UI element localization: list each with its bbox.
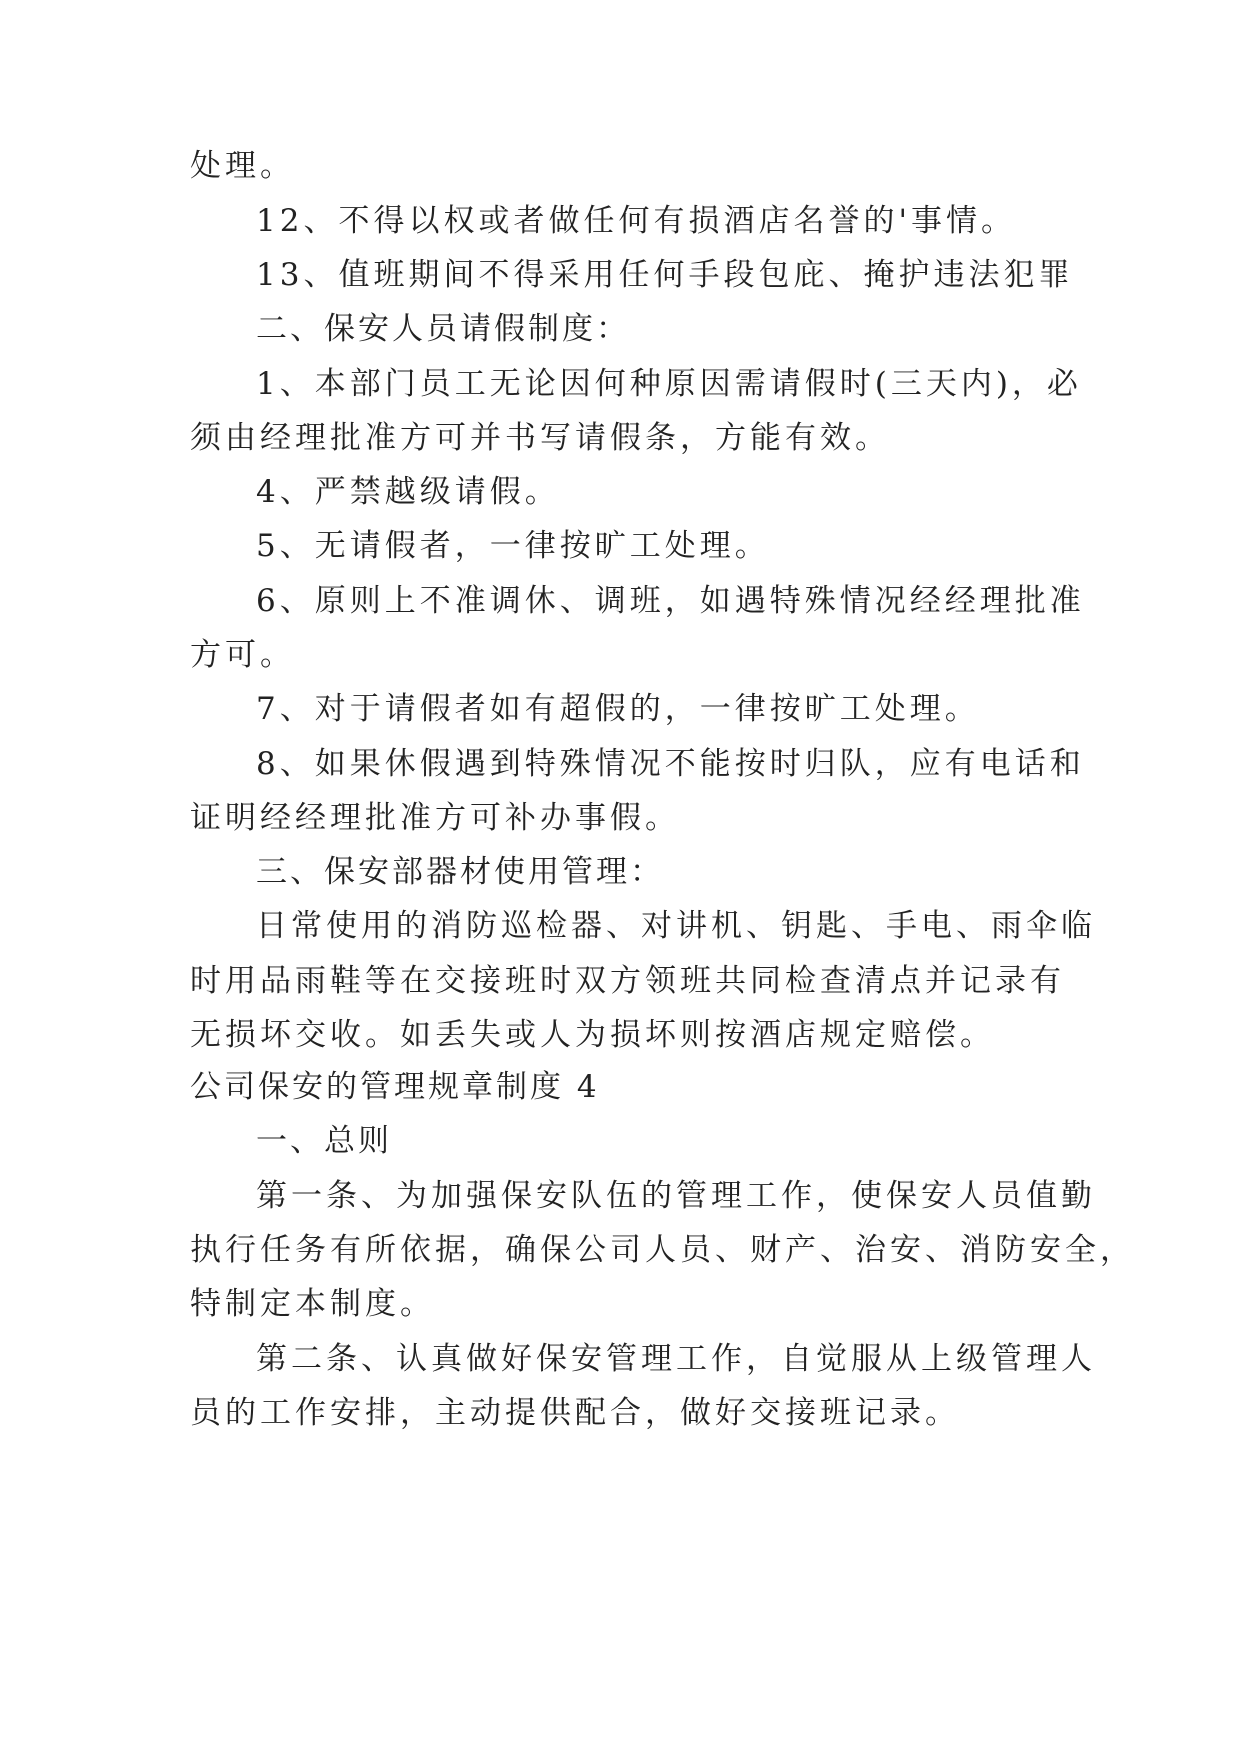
text-line: 8、如果休假遇到特殊情况不能按时归队，应有电话和	[256, 746, 1085, 782]
text-line: 时用品雨鞋等在交接班时双方领班共同检查清点并记录有	[190, 963, 1065, 999]
text-line: 6、原则上不准调休、调班，如遇特殊情况经经理批准	[256, 583, 1085, 619]
text-line: 1、本部门员工无论因何种原因需请假时(三天内)，必	[256, 366, 1082, 402]
text-line: 第二条、认真做好保安管理工作，自觉服从上级管理人	[256, 1341, 1096, 1377]
text-line: 无损坏交收。如丢失或人为损坏则按酒店规定赔偿。	[190, 1017, 995, 1053]
section-heading: 一、总则	[256, 1123, 392, 1159]
text-line: 5、无请假者，一律按旷工处理。	[256, 528, 770, 564]
text-line: 须由经理批准方可并书写请假条，方能有效。	[190, 420, 890, 456]
text-line: 12、不得以权或者做任何有损酒店名誉的'事情。	[256, 203, 1016, 239]
section-heading: 二、保安人员请假制度：	[256, 311, 630, 347]
text-line: 特制定本制度。	[190, 1286, 435, 1322]
text-line: 13、值班期间不得采用任何手段包庇、掩护违法犯罪	[256, 257, 1074, 293]
text-line: 方可。	[190, 637, 295, 673]
text-line: 第一条、为加强保安队伍的管理工作，使保安人员值勤	[256, 1178, 1096, 1214]
text-line: 处理。	[190, 148, 295, 184]
text-line: 证明经经理批准方可补办事假。	[190, 800, 680, 836]
text-line: 4、严禁越级请假。	[256, 474, 560, 510]
text-line: 执行任务有所依据，确保公司人员、财产、治安、消防安全，	[190, 1232, 1135, 1268]
section-heading: 三、保安部器材使用管理：	[256, 854, 664, 890]
text-line: 7、对于请假者如有超假的，一律按旷工处理。	[256, 691, 980, 727]
document-title: 公司保安的管理规章制度 4	[190, 1069, 600, 1105]
text-line: 员的工作安排，主动提供配合，做好交接班记录。	[190, 1395, 960, 1431]
text-line: 日常使用的消防巡检器、对讲机、钥匙、手电、雨伞临	[256, 908, 1096, 944]
